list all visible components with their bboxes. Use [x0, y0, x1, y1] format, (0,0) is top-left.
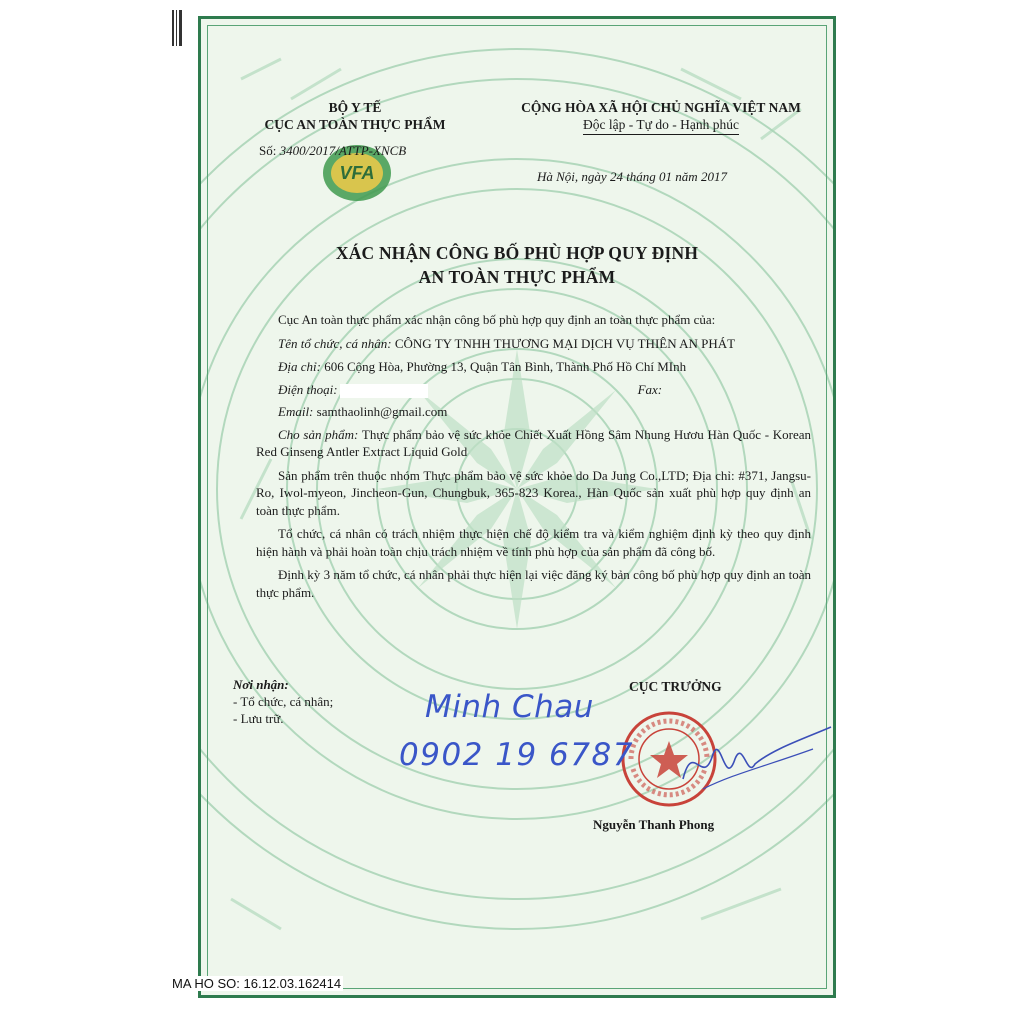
address-value: 606 Cộng Hòa, Phường 13, Quận Tân Bình, Thành Phố Hồ Chí MInh: [324, 359, 687, 374]
certificate-body: [256, 311, 811, 607]
product-line: [256, 426, 811, 461]
responsibility-paragraph: Tổ chức, cá nhân có trách nhiệm thực hiện chế độ kiểm tra và kiểm nghiệm định kỳ theo quy định hiện hành và phải hoàn toàn chịu trách nhiệm về tính phù hợp của sản phẩm đã công bố.: [256, 526, 811, 559]
title-line-2: AN TOÀN THỰC PHẨM: [418, 267, 616, 287]
national-header: [491, 99, 831, 135]
logo-text: VFA: [339, 163, 375, 183]
document-title: [201, 241, 833, 289]
org-label: Tên tổ chức, cá nhân:: [278, 335, 392, 351]
address-label: Địa chỉ:: [278, 359, 321, 374]
intro-paragraph: Cục An toàn thực phẩm xác nhận công bố phù hợp quy định an toàn thực phẩm của:: [278, 312, 716, 327]
product-value: Thực phẩm bảo vệ sức khỏe Chiết Xuất Hồng Sâm Nhung Hươu Hàn Quốc - Korean Red Ginseng Antler Extract Liquid Gold: [256, 426, 812, 459]
phone-label: Điện thoại:: [278, 381, 338, 397]
product-group-paragraph: Sản phẩm trên thuộc nhóm Thực phẩm bảo vệ sức khỏe do Da Jung Co.,LTD; Địa chỉ: #371, Jangsu-Ro, Iwol-myeon, Jincheon-Gun, Chungbuk, 365-823 Korea., Hàn Quốc sản xuất phù hợp quy định an toàn thực phẩm.: [256, 467, 811, 518]
country-name: CỘNG HÒA XÃ HỘI CHỦ NGHĨA VIỆT NAM: [521, 100, 801, 115]
national-motto: Độc lập - Tự do - Hạnh phúc: [583, 116, 739, 135]
number-label: Số:: [259, 143, 277, 158]
signatory-title: CỤC TRƯỞNG: [629, 679, 722, 694]
fax-label: Fax:: [637, 381, 663, 397]
watermark-name: Minh Chau: [425, 689, 594, 725]
email-label: Email:: [278, 404, 314, 419]
document-number: [259, 143, 406, 159]
product-label: Cho sản phẩm:: [278, 426, 359, 442]
renewal-paragraph: Định kỳ 3 năm tổ chức, cá nhân phải thực hiện lại việc đăng ký bản công bố phù hợp quy định an toàn thực phẩm.: [256, 567, 811, 600]
department-name: CỤC AN TOÀN THỰC PHẨM: [264, 117, 446, 132]
email-line: [256, 403, 811, 421]
recipients-heading: Nơi nhận:: [233, 677, 289, 692]
ministry-name: BỘ Y TẾ: [328, 100, 382, 115]
issuer-header: [225, 99, 485, 133]
certificate-page: [198, 16, 836, 998]
recipient-item: - Lưu trữ.: [233, 711, 284, 726]
org-value: CÔNG TY TNHH THƯƠNG MẠI DỊCH VỤ THIÊN AN PHÁT: [394, 335, 736, 351]
address-line: [256, 358, 811, 376]
title-line-1: XÁC NHẬN CÔNG BỐ PHÙ HỢP QUY ĐỊNH: [335, 243, 699, 263]
watermark-phone: 0902 19 6787: [399, 737, 634, 773]
record-code: MA HO SO: 16.12.03.162414: [172, 976, 342, 991]
handwritten-signature: [663, 719, 833, 809]
organization-line: [256, 335, 811, 353]
email-value: samthaolinh@gmail.com: [316, 404, 448, 419]
phone-redacted: [340, 384, 428, 398]
contact-line: [256, 381, 811, 399]
scan-edge-barcode: [170, 10, 184, 46]
recipients-block: [233, 676, 333, 727]
issue-date: Hà Nội, ngày 24 tháng 01 năm 2017: [537, 169, 727, 184]
recipient-item: - Tổ chức, cá nhân;: [233, 694, 334, 709]
number-value: 3400/2017/ATTP-XNCB: [279, 143, 407, 158]
signatory-name: Nguyễn Thanh Phong: [593, 817, 715, 832]
